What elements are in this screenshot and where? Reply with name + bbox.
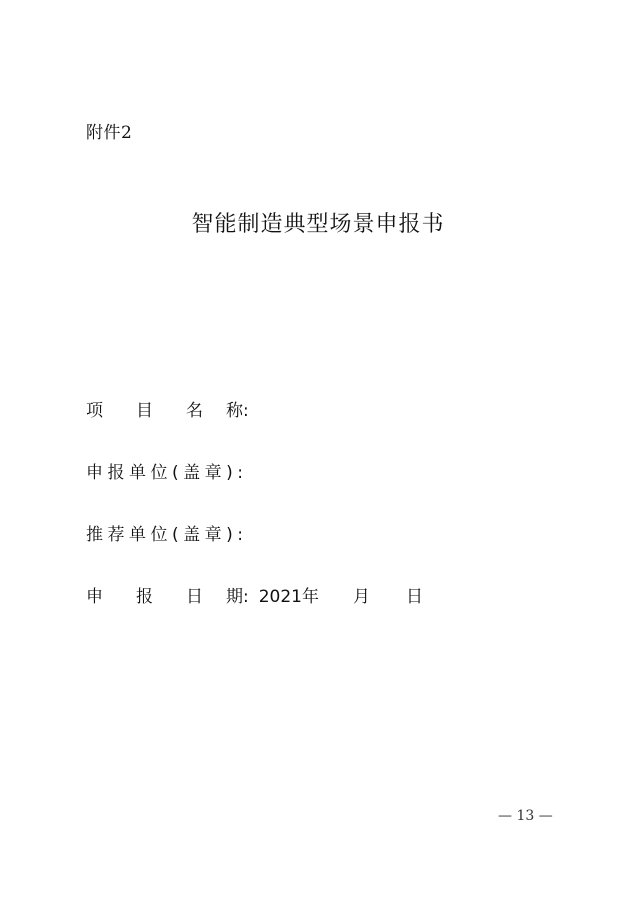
project-name-char-1: 项	[86, 401, 103, 421]
application-date-field	[86, 582, 423, 607]
date-label-char-4: 期:	[226, 587, 249, 607]
project-name-field	[86, 396, 249, 421]
date-day-unit: 日	[406, 587, 423, 607]
applicant-unit-field: 申报单位(盖章):	[86, 463, 248, 483]
date-label-char-2: 报	[136, 587, 153, 607]
project-name-char-4: 称:	[226, 401, 249, 421]
document-title: 智能制造典型场景申报书	[191, 212, 445, 237]
attachment-label: 附件2	[86, 123, 133, 143]
date-month-unit: 月	[353, 587, 370, 607]
date-label-char-3: 日	[186, 587, 203, 607]
page-number: — 13 —	[498, 808, 553, 824]
date-year: 2021	[258, 587, 302, 607]
date-label-char-1: 申	[86, 587, 103, 607]
project-name-char-2: 目	[136, 401, 153, 421]
date-year-unit: 年	[302, 587, 319, 607]
project-name-char-3: 名	[186, 401, 203, 421]
recommender-unit-field: 推荐单位(盖章):	[86, 525, 248, 545]
